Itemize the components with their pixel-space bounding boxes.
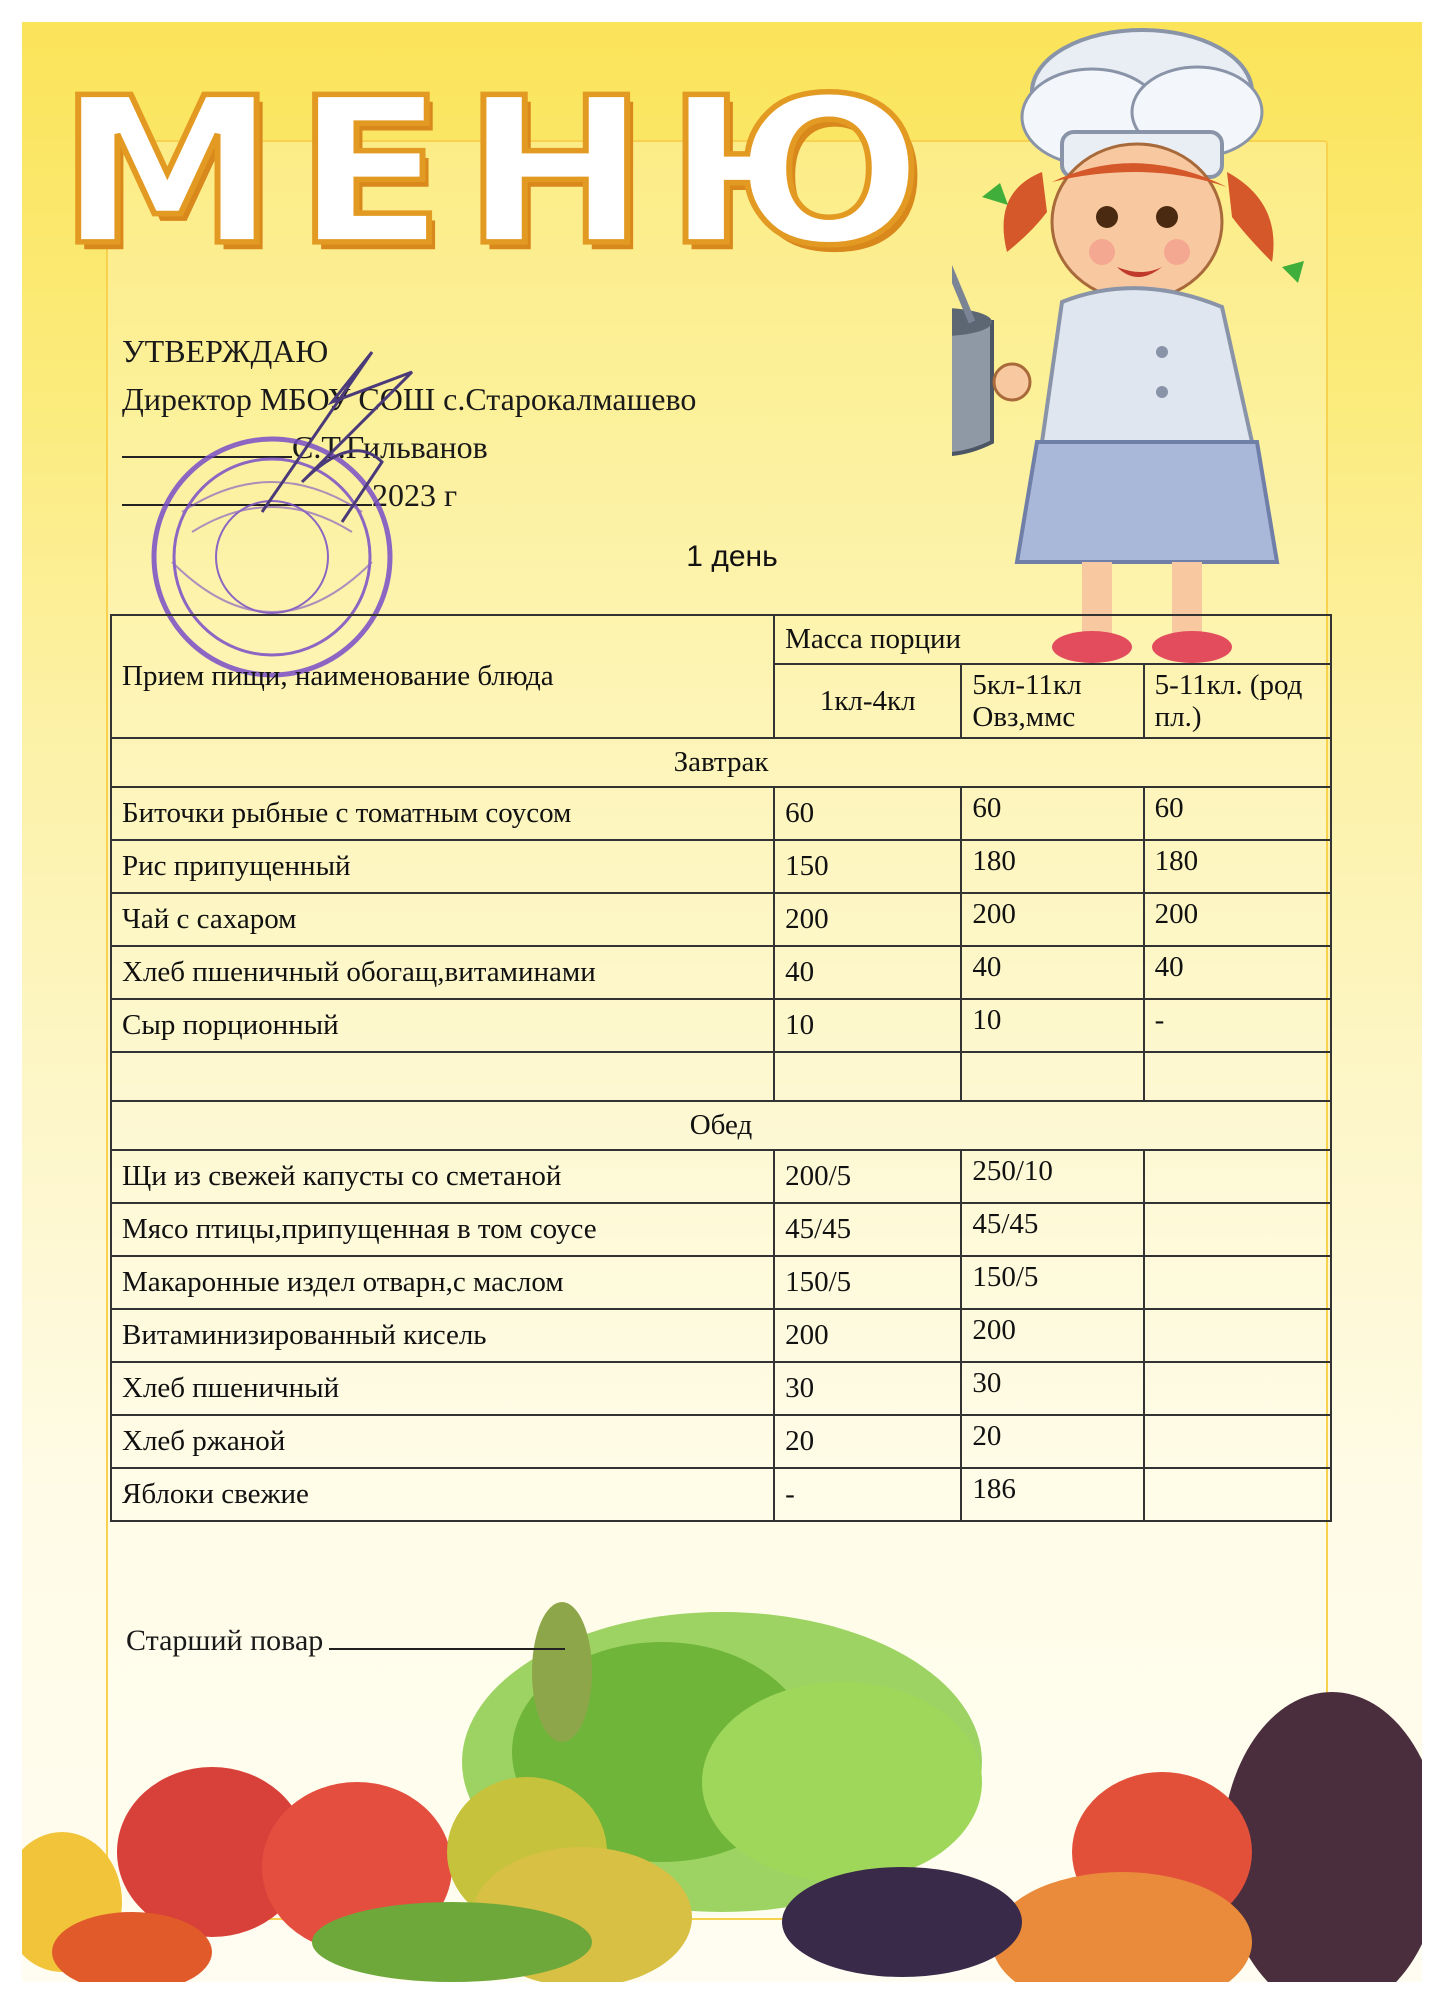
portion-5-11: 150/5: [961, 1256, 1143, 1309]
dish-name: Биточки рыбные с томатным соусом: [111, 787, 774, 840]
table-row: [111, 1415, 1331, 1468]
dish-name: Хлеб ржаной: [111, 1415, 774, 1468]
portion-5-11: 186: [961, 1468, 1143, 1521]
menu-table: [110, 614, 1332, 1522]
portion-5-11-paid: 180: [1144, 840, 1331, 893]
portion-1-4: [774, 1052, 961, 1101]
portion-5-11: 20: [961, 1415, 1143, 1468]
approval-signer-name: С.Т.Гильванов: [292, 429, 488, 465]
chef-illustration: [952, 22, 1422, 682]
portion-1-4: 30: [774, 1362, 961, 1415]
dish-name: Мясо птицы,припущенная в том соусе: [111, 1203, 774, 1256]
portion-1-4: 200: [774, 1309, 961, 1362]
portion-5-11-paid: 40: [1144, 946, 1331, 999]
dish-name: Чай с сахаром: [111, 893, 774, 946]
dish-name: Хлеб пшеничный обогащ,витаминами: [111, 946, 774, 999]
dish-name: Витаминизированный кисель: [111, 1309, 774, 1362]
portion-5-11: 250/10: [961, 1150, 1143, 1203]
table-row: [111, 946, 1331, 999]
dish-name: Макаронные издел отварн,с маслом: [111, 1256, 774, 1309]
portion-1-4: 10: [774, 999, 961, 1052]
table-row: [111, 1256, 1331, 1309]
day-label: 1 день: [686, 540, 778, 573]
portion-1-4: -: [774, 1468, 961, 1521]
portion-5-11-paid: [1144, 1309, 1331, 1362]
portion-5-11: 180: [961, 840, 1143, 893]
portion-5-11: 10: [961, 999, 1143, 1052]
portion-5-11: 200: [961, 1309, 1143, 1362]
table-row: [111, 1150, 1331, 1203]
section-row: [111, 738, 1331, 787]
portion-5-11-paid: [1144, 1203, 1331, 1256]
dish-name: Щи из свежей капусты со сметаной: [111, 1150, 774, 1203]
portion-5-11: 45/45: [961, 1203, 1143, 1256]
portion-5-11-paid: 200: [1144, 893, 1331, 946]
approval-title: УТВЕРЖДАЮ: [122, 333, 329, 369]
header-portion-mass: Масса порции: [774, 615, 1331, 664]
signature: [222, 312, 442, 542]
portion-5-11: 30: [961, 1362, 1143, 1415]
portion-5-11-paid: [1144, 1150, 1331, 1203]
approval-date-year: 2023 г: [372, 477, 458, 513]
portion-5-11: [961, 1052, 1143, 1101]
menu-title: МЕНЮ: [58, 54, 942, 290]
portion-5-11: 40: [961, 946, 1143, 999]
portion-5-11-paid: [1144, 1468, 1331, 1521]
section-lunch: Обед: [111, 1101, 1331, 1150]
table-row: [111, 893, 1331, 946]
header-grade-5-11: 5кл-11кл Овз,ммс: [961, 664, 1143, 738]
header-grade-1-4: 1кл-4кл: [774, 664, 961, 738]
dish-name: Яблоки свежие: [111, 1468, 774, 1521]
portion-1-4: 150/5: [774, 1256, 961, 1309]
portion-5-11-paid: -: [1144, 999, 1331, 1052]
table-header-row: [111, 615, 1331, 664]
portion-1-4: 150: [774, 840, 961, 893]
dish-name: Хлеб пшеничный: [111, 1362, 774, 1415]
table-row: [111, 1203, 1331, 1256]
dish-name: Рис припущенный: [111, 840, 774, 893]
cook-signature-blank: [329, 1622, 565, 1650]
cook-signature-line: [126, 1622, 565, 1658]
section-breakfast: Завтрак: [111, 738, 1331, 787]
menu-sheet: [22, 22, 1422, 1982]
table-row: [111, 1468, 1331, 1521]
portion-1-4: 200/5: [774, 1150, 961, 1203]
portion-1-4: 45/45: [774, 1203, 961, 1256]
approval-position: Директор МБОУ СОШ с.Старокалмашево: [122, 381, 697, 417]
portion-1-4: 20: [774, 1415, 961, 1468]
cook-label: Старший повар: [126, 1624, 324, 1657]
header-grade-5-11-paid: 5-11кл. (род пл.): [1144, 664, 1331, 738]
portion-1-4: 200: [774, 893, 961, 946]
table-row: [111, 787, 1331, 840]
table-row: [111, 1052, 1331, 1101]
table-row: [111, 1309, 1331, 1362]
portion-5-11-paid: [1144, 1256, 1331, 1309]
portion-1-4: 40: [774, 946, 961, 999]
table-row: [111, 840, 1331, 893]
portion-5-11-paid: [1144, 1415, 1331, 1468]
portion-5-11: 60: [961, 787, 1143, 840]
table-row: [111, 1362, 1331, 1415]
section-row: [111, 1101, 1331, 1150]
portion-5-11-paid: [1144, 1052, 1331, 1101]
dish-name: Сыр порционный: [111, 999, 774, 1052]
vegetables-illustration: [22, 1522, 1422, 1982]
table-row: [111, 999, 1331, 1052]
portion-5-11-paid: [1144, 1362, 1331, 1415]
portion-5-11: 200: [961, 893, 1143, 946]
header-dish: Прием пищи, наименование блюда: [111, 615, 774, 738]
dish-name: [111, 1052, 774, 1101]
portion-1-4: 60: [774, 787, 961, 840]
portion-5-11-paid: 60: [1144, 787, 1331, 840]
